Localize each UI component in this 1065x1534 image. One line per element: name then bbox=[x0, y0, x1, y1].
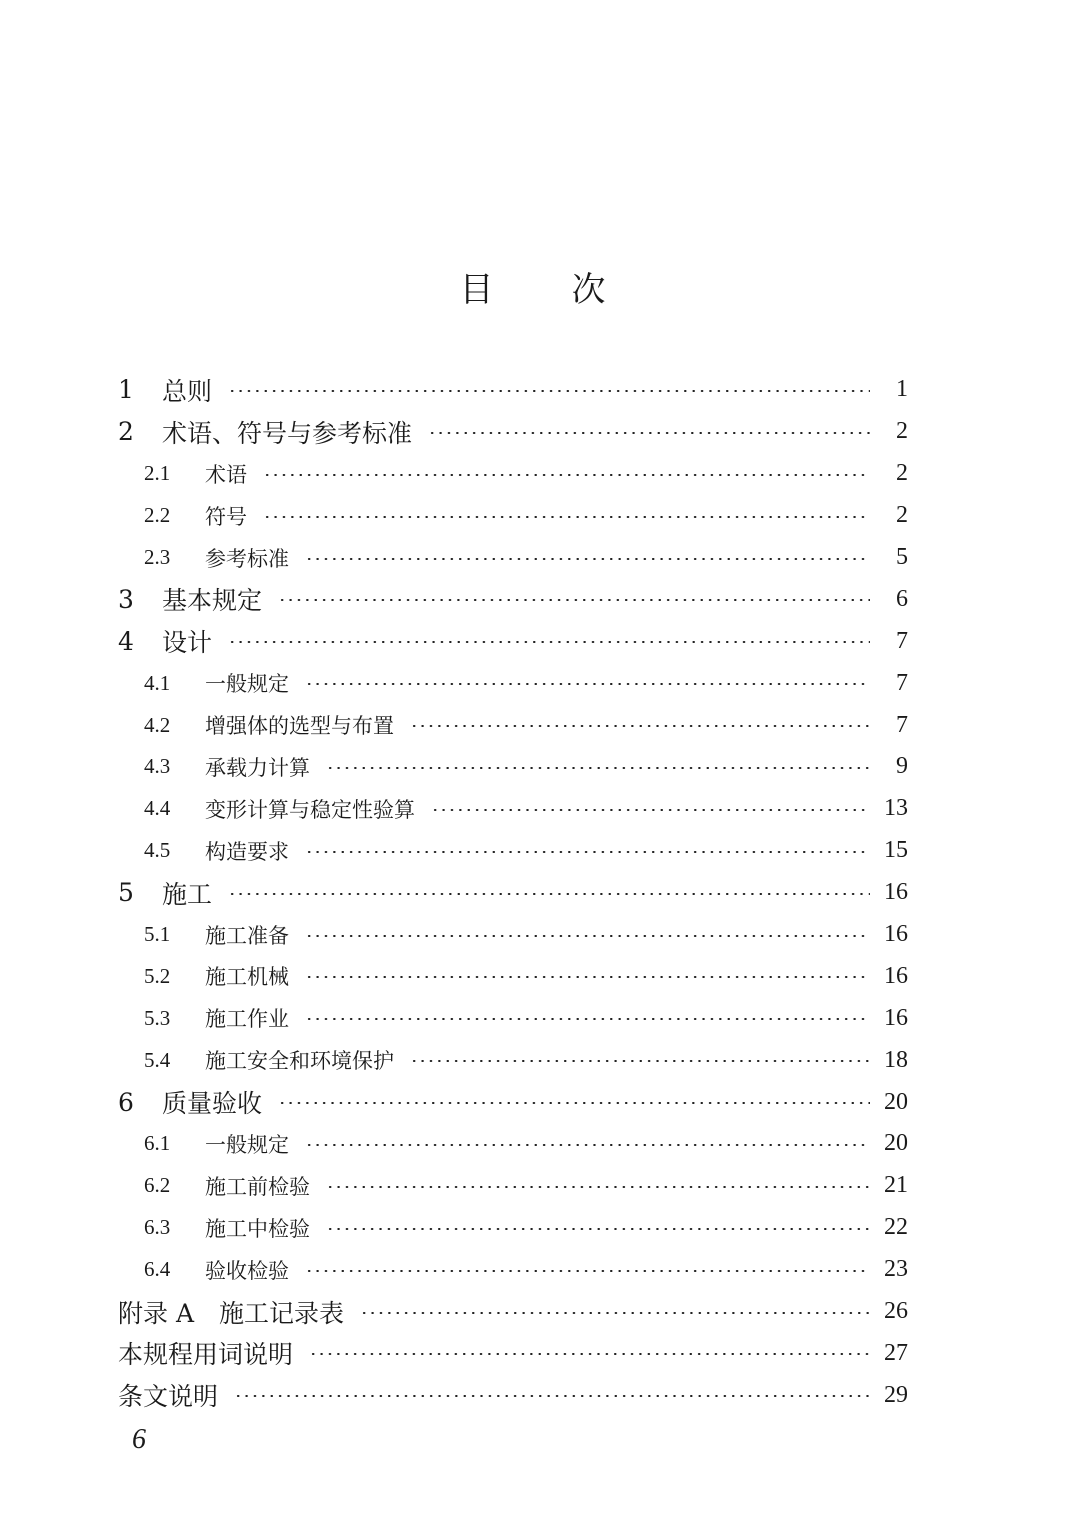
toc-entry[interactable] bbox=[118, 453, 908, 495]
toc-entry-label: 施工作业 bbox=[205, 1007, 289, 1032]
toc-entry-page: 16 bbox=[884, 962, 908, 989]
toc-entry[interactable] bbox=[118, 704, 908, 746]
toc-entry[interactable] bbox=[118, 1207, 908, 1249]
toc-entry[interactable] bbox=[118, 955, 908, 997]
toc-entry[interactable] bbox=[118, 746, 908, 788]
toc-dot-leader bbox=[410, 1060, 870, 1062]
toc-entry-page: 9 bbox=[896, 753, 908, 780]
toc-dot-leader bbox=[305, 558, 870, 560]
toc-entry[interactable] bbox=[118, 914, 908, 956]
toc-dot-leader bbox=[305, 851, 870, 853]
toc-entry-label: 术语、符号与参考标准 bbox=[162, 418, 413, 448]
toc-entry-label: 本规程用词说明 bbox=[118, 1340, 294, 1370]
toc-entry-page: 23 bbox=[884, 1256, 908, 1283]
toc-entry[interactable] bbox=[118, 1123, 908, 1165]
toc-dot-leader bbox=[431, 809, 870, 811]
toc-entry-number: 4.4 bbox=[144, 796, 171, 821]
toc-dot-leader bbox=[228, 390, 870, 392]
toc-entry[interactable] bbox=[118, 1249, 908, 1291]
toc-entry-page: 20 bbox=[884, 1088, 908, 1115]
toc-entry-label: 增强体的选型与布置 bbox=[205, 714, 394, 739]
page-title bbox=[0, 262, 1065, 311]
toc-entry-label: 施工准备 bbox=[205, 923, 289, 948]
toc-entry-number: 3 bbox=[118, 584, 134, 614]
toc-entry-page: 7 bbox=[896, 711, 908, 738]
toc-entry-page: 29 bbox=[884, 1381, 908, 1408]
toc-entry[interactable] bbox=[118, 788, 908, 830]
toc-entry-label: 施工安全和环境保护 bbox=[205, 1049, 394, 1074]
toc-dot-leader bbox=[326, 1186, 870, 1188]
toc-dot-leader bbox=[278, 599, 870, 601]
toc-entry[interactable] bbox=[118, 872, 908, 914]
toc-entry-number: 4.3 bbox=[144, 754, 171, 779]
toc-dot-leader bbox=[326, 767, 870, 769]
toc-entry-number: 5.4 bbox=[144, 1047, 171, 1072]
toc-dot-leader bbox=[263, 474, 870, 476]
toc-entry-page: 21 bbox=[884, 1172, 908, 1199]
toc-entry-label: 一般规定 bbox=[205, 672, 289, 697]
toc-dot-leader bbox=[309, 1353, 870, 1355]
toc-entry-number: 2.3 bbox=[144, 545, 171, 569]
toc-entry-page: 26 bbox=[884, 1298, 908, 1325]
toc-entry-number: 5.2 bbox=[144, 963, 171, 988]
toc-entry-label: 符号 bbox=[205, 504, 247, 529]
toc-entry-page: 27 bbox=[884, 1339, 908, 1366]
toc-entry-number: 4.5 bbox=[144, 838, 171, 863]
toc-entry-label: 条文说明 bbox=[118, 1382, 219, 1412]
toc-entry-number: 5.3 bbox=[144, 1005, 171, 1030]
toc-entry-number: 2 bbox=[118, 417, 134, 447]
toc-entry-label: 参考标准 bbox=[205, 546, 289, 571]
toc-entry-page: 2 bbox=[896, 460, 908, 487]
toc-entry-number: 6.3 bbox=[144, 1215, 171, 1240]
toc-dot-leader bbox=[305, 935, 870, 937]
toc-dot-leader bbox=[305, 1144, 870, 1146]
toc-entry-label: 施工前检验 bbox=[205, 1174, 310, 1199]
toc-entry[interactable] bbox=[118, 662, 908, 704]
toc-dot-leader bbox=[326, 1228, 870, 1230]
toc-dot-leader bbox=[305, 1018, 870, 1020]
toc-entry[interactable] bbox=[118, 1165, 908, 1207]
toc-entry-page: 7 bbox=[896, 669, 908, 696]
toc-entry-number: 2.1 bbox=[144, 461, 171, 486]
toc-entry[interactable] bbox=[118, 830, 908, 872]
toc-entry-number: 6.4 bbox=[144, 1257, 171, 1282]
toc-dot-leader bbox=[360, 1312, 870, 1314]
page-title-left: 目 bbox=[459, 270, 494, 310]
toc-entry-page: 16 bbox=[884, 1004, 908, 1031]
toc-entry-page: 2 bbox=[896, 418, 908, 445]
toc-entry[interactable] bbox=[118, 537, 908, 579]
toc-entry[interactable] bbox=[118, 578, 908, 620]
toc-entry-label: 附录 A 施工记录表 bbox=[118, 1298, 345, 1328]
toc-entry[interactable] bbox=[118, 369, 908, 411]
toc-entry[interactable] bbox=[118, 997, 908, 1039]
page-number: 6 bbox=[132, 1424, 146, 1455]
page-title-right: 次 bbox=[571, 270, 606, 310]
toc-dot-leader bbox=[305, 1270, 870, 1272]
toc-dot-leader bbox=[410, 725, 870, 727]
toc-entry-page: 15 bbox=[884, 837, 908, 864]
toc-entry-number: 6.2 bbox=[144, 1173, 171, 1198]
toc-entry-label: 基本规定 bbox=[162, 586, 263, 616]
toc-entry[interactable] bbox=[118, 620, 908, 662]
toc-dot-leader bbox=[263, 516, 870, 518]
toc-entry-label: 变形计算与稳定性验算 bbox=[205, 797, 415, 822]
toc-entry-label: 承载力计算 bbox=[205, 755, 310, 780]
toc-entry[interactable] bbox=[118, 495, 908, 537]
toc-dot-leader bbox=[228, 641, 870, 643]
toc-entry-page: 18 bbox=[884, 1046, 908, 1073]
toc-entry-label: 施工中检验 bbox=[205, 1216, 310, 1241]
toc-entry-page: 22 bbox=[884, 1214, 908, 1241]
toc-entry-page: 20 bbox=[884, 1130, 908, 1157]
toc-dot-leader bbox=[305, 976, 870, 978]
toc-entry-label: 总则 bbox=[162, 376, 213, 406]
toc-entry-page: 2 bbox=[896, 502, 908, 529]
toc-entry[interactable] bbox=[118, 1374, 908, 1416]
toc-entry-label: 一般规定 bbox=[205, 1132, 289, 1157]
toc-entry-label: 验收检验 bbox=[205, 1258, 289, 1283]
toc-entry-page: 16 bbox=[884, 921, 908, 948]
toc-entry[interactable] bbox=[118, 1291, 908, 1333]
toc-dot-leader bbox=[278, 1102, 870, 1104]
toc-entry-page: 1 bbox=[896, 376, 908, 403]
toc-entry-label: 术语 bbox=[205, 462, 247, 487]
toc-entry-page: 16 bbox=[884, 879, 908, 906]
toc-entry-number: 1 bbox=[118, 375, 134, 405]
toc-entry-number: 6.1 bbox=[144, 1131, 171, 1156]
toc-entry[interactable] bbox=[118, 411, 908, 453]
toc-dot-leader bbox=[234, 1395, 870, 1397]
toc-entry-page: 6 bbox=[896, 585, 908, 612]
toc-entry-number: 6 bbox=[118, 1087, 134, 1117]
toc-entry-label: 设计 bbox=[162, 628, 213, 658]
toc-entry-number: 4.2 bbox=[144, 712, 171, 737]
table-of-contents bbox=[118, 369, 908, 1416]
toc-entry[interactable] bbox=[118, 1332, 908, 1374]
toc-entry-label: 构造要求 bbox=[205, 839, 289, 864]
toc-entry[interactable] bbox=[118, 1039, 908, 1081]
toc-entry-label: 施工 bbox=[162, 879, 213, 909]
toc-entry[interactable] bbox=[118, 1081, 908, 1123]
toc-dot-leader bbox=[428, 432, 870, 434]
toc-entry-label: 施工机械 bbox=[205, 965, 289, 990]
toc-entry-number: 5.1 bbox=[144, 922, 171, 947]
toc-dot-leader bbox=[228, 893, 870, 895]
toc-entry-page: 7 bbox=[896, 627, 908, 654]
toc-entry-number: 2.2 bbox=[144, 503, 171, 528]
toc-entry-number: 5 bbox=[118, 878, 134, 908]
toc-entry-label: 质量验收 bbox=[162, 1089, 263, 1119]
toc-entry-page: 5 bbox=[896, 544, 908, 570]
toc-entry-page: 13 bbox=[884, 795, 908, 822]
toc-entry-number: 4 bbox=[118, 626, 134, 656]
toc-entry-number: 4.1 bbox=[144, 670, 171, 695]
toc-dot-leader bbox=[305, 683, 870, 685]
